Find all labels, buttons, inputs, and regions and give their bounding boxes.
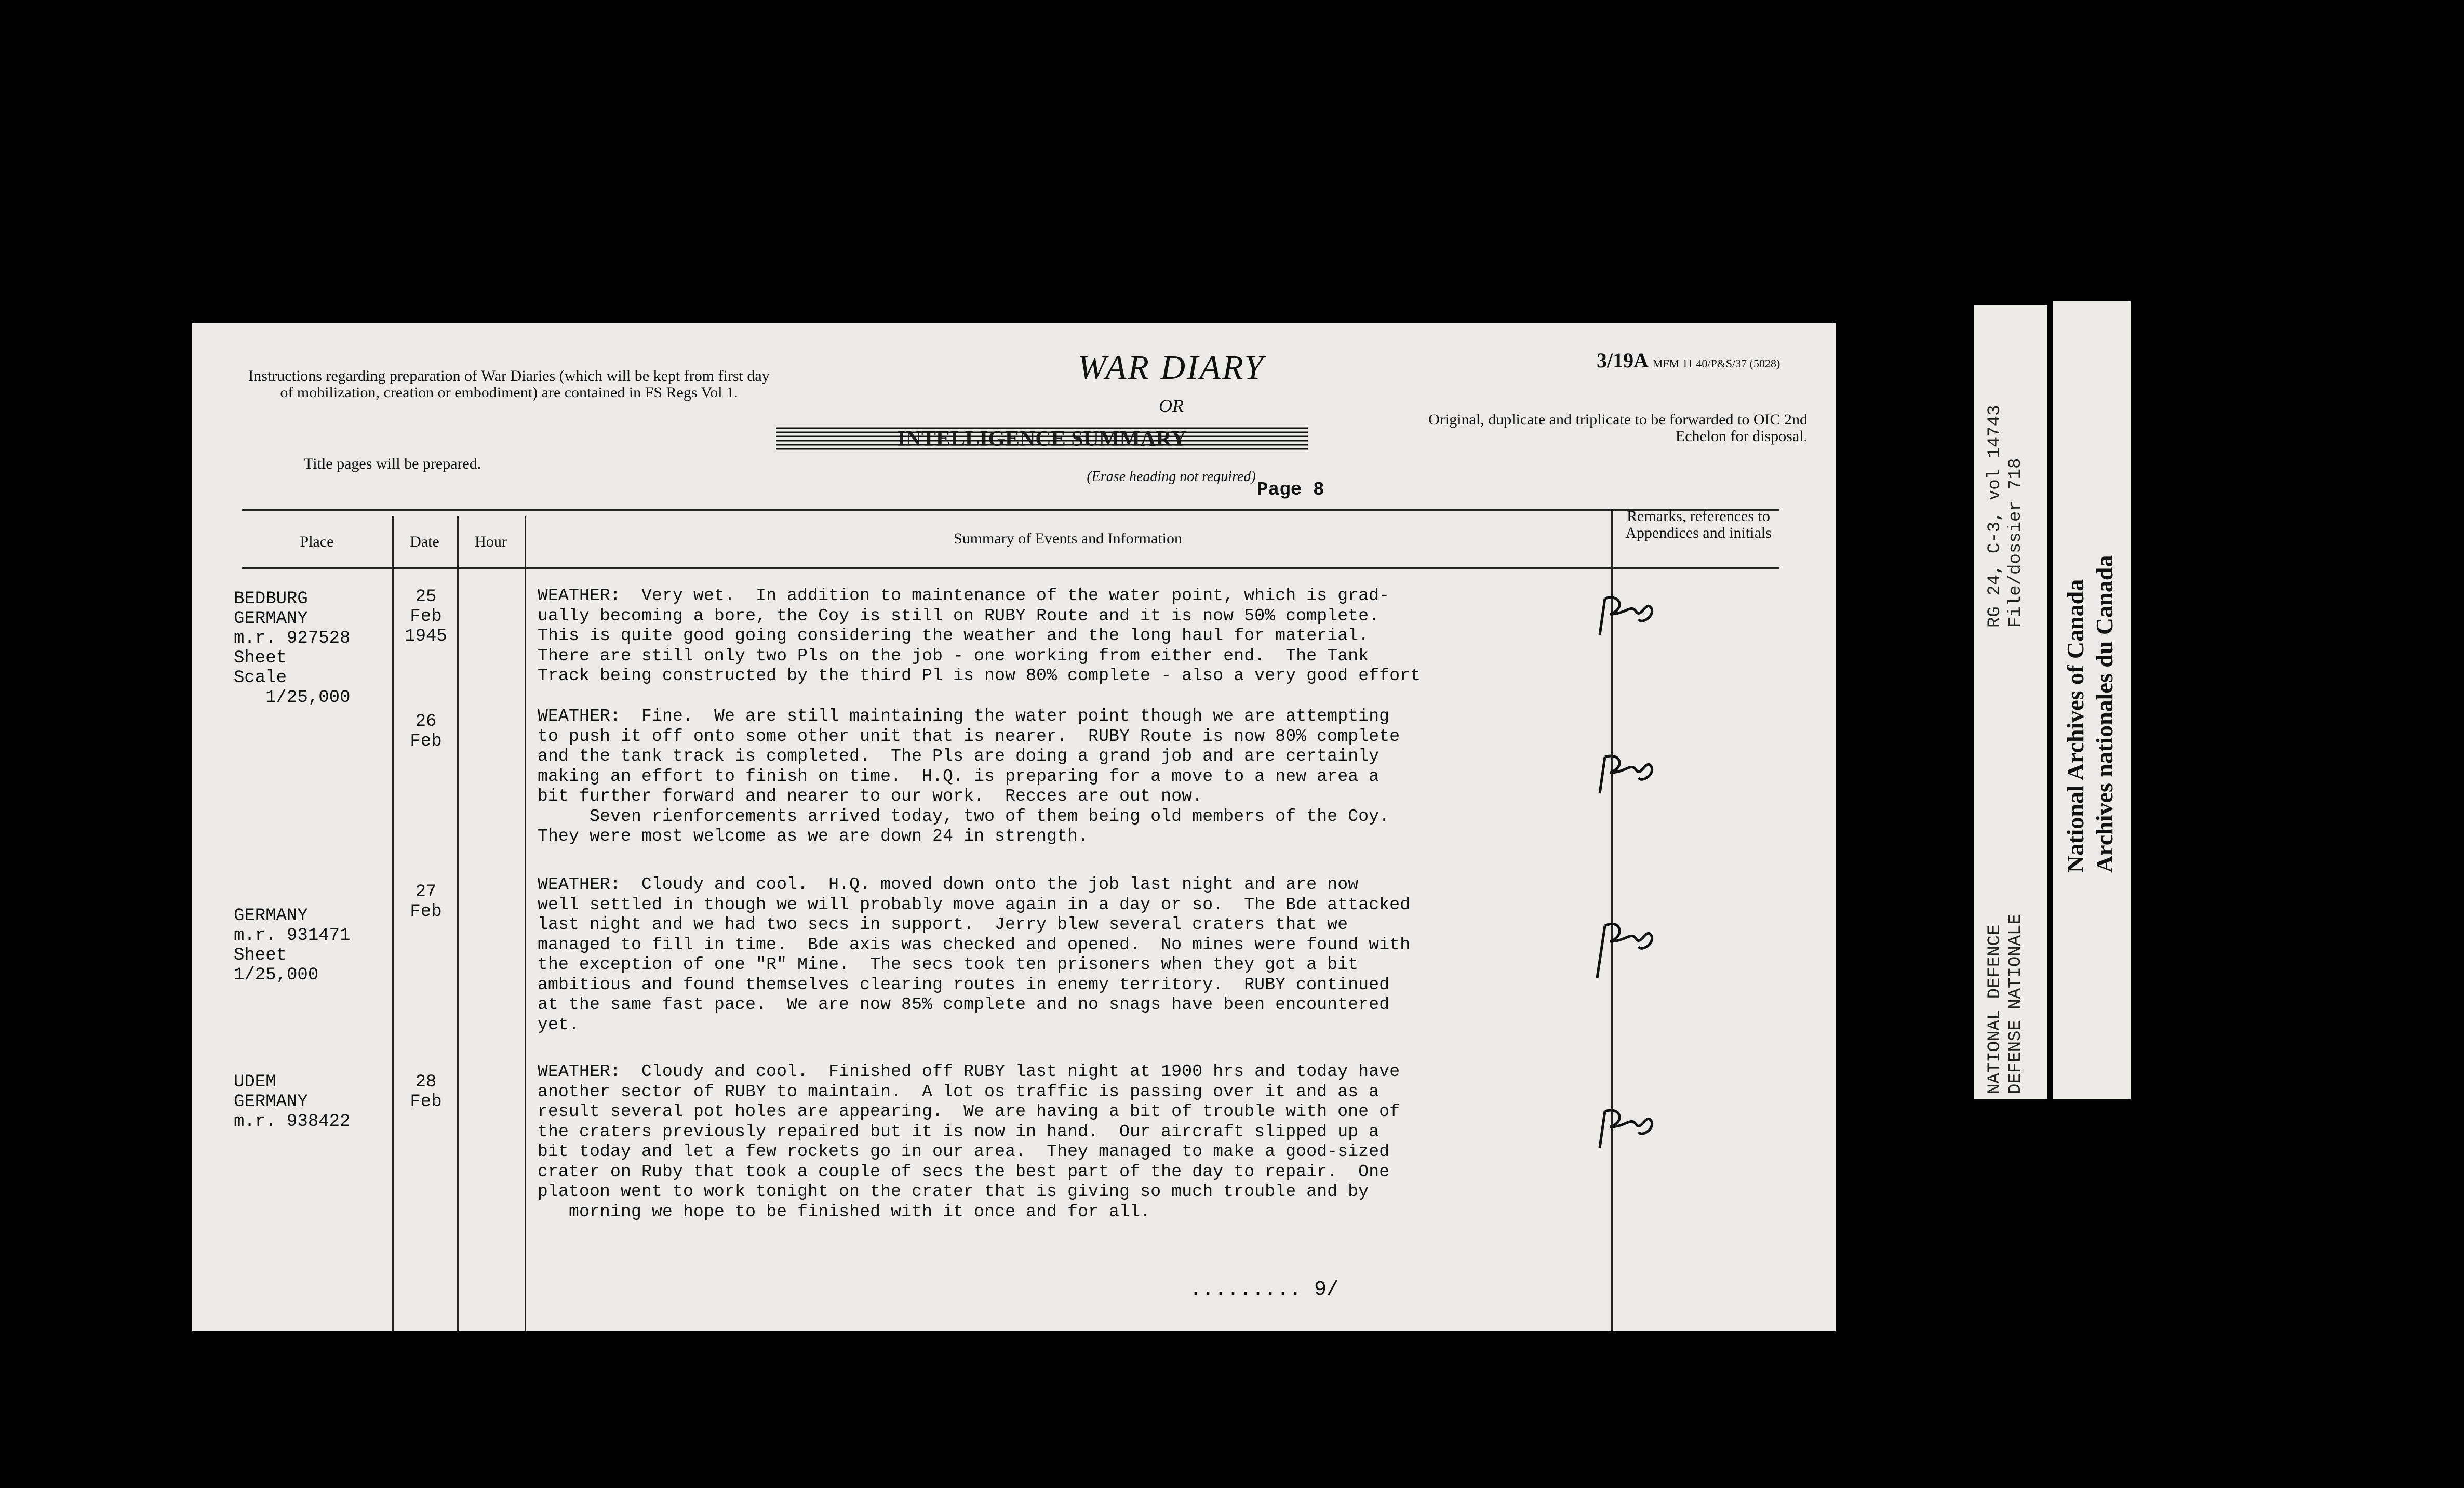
summary-entry-28-feb: WEATHER: Cloudy and cool. Finished off RUBY last night at 1900 hrs and today have another sector of RUBY to maintain. A lot os traffic is passing over it and as a result several pot holes are appearing. We are having a bit of trouble with one of the craters previously repaired but it is now in hand. Our aircraft slipped up a bit today and let a few rockets go in our area. They managed to make a good-sized crater on Ruby that took a couple of secs the best part of the day to repair. One platoon went to work tonight on the crater that is giving so much trouble and by morning we hope to be finished with it once and for all. bbox=[538, 1062, 1400, 1221]
handwritten-initials-1 bbox=[1589, 588, 1662, 645]
summary-entry-27-feb: WEATHER: Cloudy and cool. H.Q. moved down onto the job last night and are now well settled in though we will probably move again in a day or so. The Bde attacked last night and we had two secs in support. Jerry blew several craters that we managed to fill in time. Bde axis was checked and opened. No mines were found with the exception of one "R" Mine. The secs took ten prisoners when they got a bit ambitious and found themselves clearing routes in enemy territory. RUBY continued at the same fast pace. We are now 85% complete and no snags have been encountered yet. bbox=[538, 875, 1411, 1034]
handwritten-initials-2 bbox=[1589, 744, 1662, 801]
date-entry-28: 28 Feb bbox=[410, 1072, 442, 1112]
header-remarks: Remarks, references to Appendices and initials bbox=[1625, 508, 1772, 541]
erase-note: (Erase heading not required) bbox=[1087, 469, 1256, 485]
table-header-rule bbox=[242, 567, 1779, 569]
archive-reference-strip bbox=[1974, 305, 2047, 1099]
handwritten-initials-4 bbox=[1589, 1098, 1662, 1155]
archives-name-strip bbox=[2053, 301, 2131, 1099]
header-place: Place bbox=[300, 533, 334, 550]
date-entry-26: 26 Feb bbox=[410, 712, 442, 751]
title-pages-note: Title pages will be prepared. bbox=[304, 455, 481, 472]
place-entry-3: UDEM GERMANY m.r. 938422 bbox=[234, 1072, 351, 1132]
instructions-text: Instructions regarding preparation of War Diaries (which will be kept from first day of mobilization, creation or embodiment) are contained in FS Regs Vol 1. bbox=[248, 367, 770, 401]
archive-reference-2: File/dossier 718 bbox=[2006, 458, 2026, 628]
dept-en: NATIONAL DEFENCE bbox=[1985, 924, 2005, 1094]
place-entry-2: GERMANY m.r. 931471 Sheet 1/25,000 bbox=[234, 906, 351, 985]
column-rule-hour bbox=[457, 516, 459, 1331]
column-rule-summary bbox=[525, 516, 526, 1331]
dept-fr: DEFENSE NATIONALE bbox=[2006, 914, 2026, 1094]
page-number: Page 8 bbox=[1257, 479, 1324, 500]
continuation-marker: ......... 9/ bbox=[1189, 1278, 1340, 1301]
war-diary-sheet bbox=[192, 323, 1836, 1331]
date-entry-27: 27 Feb bbox=[410, 882, 442, 922]
date-entry-25: 25 Feb 1945 bbox=[405, 587, 447, 646]
original-distribution-note: Original, duplicate and triplicate to be forwarded to OIC 2nd Echelon for disposal. bbox=[1428, 411, 1807, 445]
form-number-value: 3/19A bbox=[1597, 349, 1648, 372]
form-title: WAR DIARY bbox=[1077, 349, 1265, 387]
table-top-rule bbox=[242, 509, 1779, 511]
form-or: OR bbox=[1159, 395, 1184, 416]
archive-reference-1: RG 24, C-3, vol 14743 bbox=[1985, 405, 2005, 628]
header-summary: Summary of Events and Information bbox=[954, 530, 1182, 547]
place-entry-1: BEDBURG GERMANY m.r. 927528 Sheet Scale 1/25,000 bbox=[234, 589, 351, 708]
archives-name-fr: Archives nationales du Canada bbox=[2091, 555, 2118, 873]
struck-heading-text: INTELLIGENCE SUMMARY bbox=[897, 427, 1187, 451]
column-rule-date bbox=[392, 516, 394, 1331]
handwritten-initials-3 bbox=[1589, 910, 1662, 983]
summary-entry-26-feb: WEATHER: Fine. We are still maintaining the water point though we are attempting to push it off onto some other unit that is nearer. RUBY Route is now 80% complete and the tank track is completed. The Pls are doing a grand job and are certainly making an effort to finish on time. H.Q. is preparing for a move to a new area a bit further forward and nearer to our work. Recces are out now. Seven rienforcements arrived today, two of them being old members of the Coy. They were most welcome as we are down 24 in strength. bbox=[538, 707, 1400, 846]
archives-name-en: National Archives of Canada bbox=[2062, 579, 2088, 873]
form-code: MFM 11 40/P&S/37 (5028) bbox=[1652, 357, 1780, 370]
form-number bbox=[1597, 348, 1780, 373]
struck-heading bbox=[776, 425, 1308, 453]
header-hour: Hour bbox=[475, 533, 507, 550]
summary-entry-25-feb: WEATHER: Very wet. In addition to maintenance of the water point, which is grad- ually becoming a bore, the Coy is still on RUBY Route and it is now 50% complete. This is quite good going considering the weather and the long haul for material. There are still only two Pls on the job - one working from either end. The Tank Track being constructed by the third Pl is now 80% complete - also a very good effort bbox=[538, 586, 1421, 685]
header-date: Date bbox=[410, 533, 439, 550]
